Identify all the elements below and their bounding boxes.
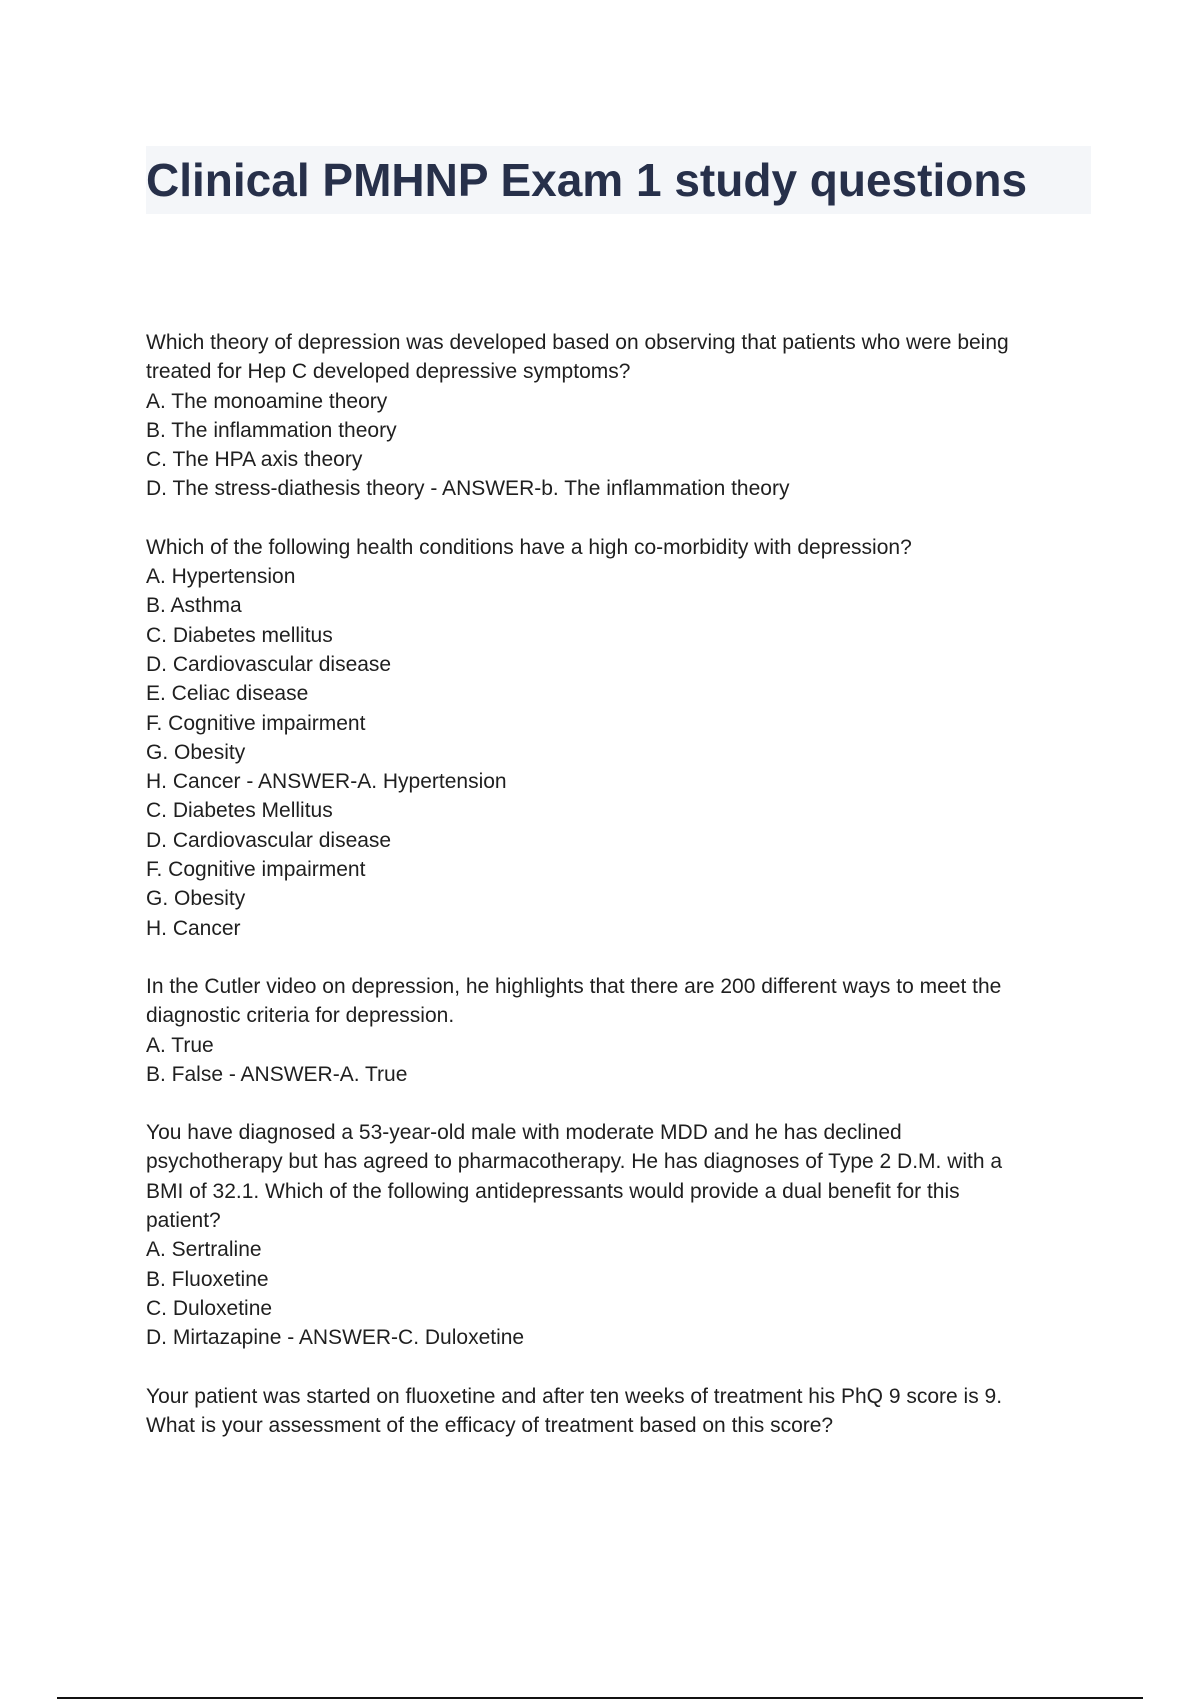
question-2 — [146, 533, 1066, 943]
answer-option: F. Cognitive impairment — [146, 711, 366, 735]
answer-line: C. Diabetes Mellitus — [146, 799, 333, 823]
answer-option-with-answer: D. Mirtazapine - ANSWER-C. Duloxetine — [146, 1326, 525, 1350]
answer-option: A. True — [146, 1033, 214, 1057]
question-list — [146, 328, 1066, 1469]
answer-option: C. The HPA axis theory — [146, 448, 363, 472]
question-stem: patient? — [146, 1209, 221, 1233]
question-stem: BMI of 32.1. Which of the following antidepressants would provide a dual benefit for this — [146, 1179, 960, 1203]
answer-option: A. Hypertension — [146, 565, 296, 589]
answer-option-with-answer: D. The stress-diathesis theory - ANSWER-b. The inflammation theory — [146, 477, 790, 501]
question-stem: What is your assessment of the efficacy of treatment based on this score? — [146, 1413, 834, 1437]
answer-line: G. Obesity — [146, 887, 246, 911]
answer-option: B. The inflammation theory — [146, 418, 397, 442]
answer-option: C. Diabetes mellitus — [146, 623, 333, 647]
answer-option: B. Fluoxetine — [146, 1267, 269, 1291]
answer-option: D. Cardiovascular disease — [146, 652, 392, 676]
question-stem: In the Cutler video on depression, he highlights that there are 200 different ways to meet the — [146, 974, 1002, 998]
question-stem: Which theory of depression was developed based on observing that patients who were being — [146, 331, 1009, 354]
answer-line: D. Cardiovascular disease — [146, 828, 392, 852]
question-stem: psychotherapy but has agreed to pharmacotherapy. He has diagnoses of Type 2 D.M. with a — [146, 1150, 1003, 1174]
answer-option: A. Sertraline — [146, 1238, 262, 1262]
question-stem: diagnostic criteria for depression. — [146, 1004, 455, 1028]
title-banner — [146, 146, 1091, 214]
question-4 — [146, 1118, 1066, 1352]
answer-option-with-answer: B. False - ANSWER-A. True — [146, 1062, 408, 1086]
page-title: Clinical PMHNP Exam 1 study questions — [146, 154, 1028, 206]
answer-option: C. Duloxetine — [146, 1296, 273, 1320]
footer-divider — [57, 1697, 1143, 1699]
answer-option: B. Asthma — [146, 594, 242, 618]
answer-option: A. The monoamine theory — [146, 389, 388, 413]
question-stem: You have diagnosed a 53-year-old male with moderate MDD and he has declined — [146, 1121, 902, 1145]
question-3 — [146, 972, 1066, 1089]
answer-option: G. Obesity — [146, 740, 246, 764]
answer-option: E. Celiac disease — [146, 682, 309, 706]
question-stem: Your patient was started on fluoxetine and after ten weeks of treatment his PhQ 9 score is 9. — [146, 1384, 1003, 1408]
answer-line: F. Cognitive impairment — [146, 858, 366, 882]
question-5 — [146, 1382, 1066, 1441]
question-1 — [146, 328, 1066, 504]
answer-option-with-answer: H. Cancer - ANSWER-A. Hypertension — [146, 770, 507, 794]
question-stem: Which of the following health conditions have a high co-morbidity with depression? — [146, 535, 912, 559]
question-stem: treated for Hep C developed depressive symptoms? — [146, 360, 631, 384]
answer-line: H. Cancer — [146, 916, 241, 940]
